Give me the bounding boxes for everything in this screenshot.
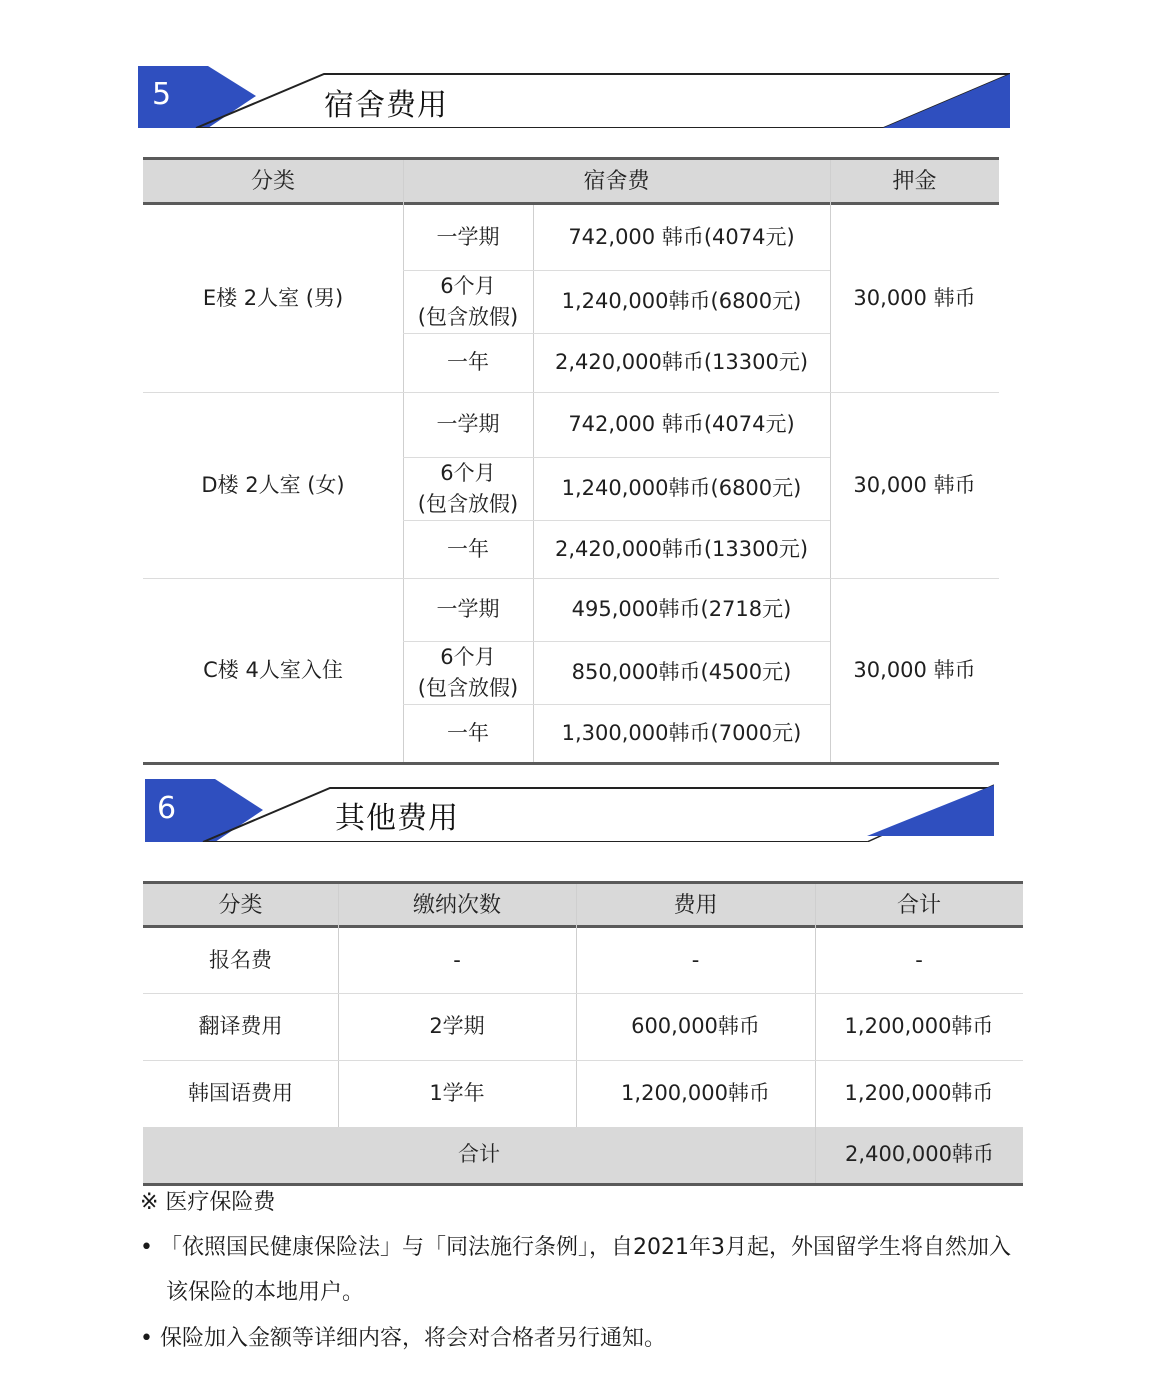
group-d-period-1: 一学期 <box>436 412 500 437</box>
header-dorm-fee: 宿舍费 <box>403 160 830 203</box>
group-e-deposit: 30,000 韩币 <box>853 285 976 310</box>
group-c-fee-3: 1,300,000韩币(7000元) <box>561 720 802 745</box>
row-3-fee: 1,200,000韩币 <box>621 1081 770 1106</box>
note-bullet-2: • 保险加入金额等详细内容，将会对合格者另行通知。 <box>140 1326 666 1351</box>
group-c-fee-1: 495,000韩币(2718元) <box>571 597 792 622</box>
row-3-times: 1学年 <box>429 1081 485 1106</box>
group-d-fee-1: 742,000 韩币(4074元) <box>568 412 795 437</box>
group-e-period-2: 6个月 (包含放假) <box>417 273 519 329</box>
header-times: 缴纳次数 <box>338 884 576 926</box>
row-3-total: 1,200,000韩币 <box>844 1081 994 1106</box>
group-c-fee-2: 850,000韩币(4500元) <box>571 660 792 685</box>
note-bullet-1-line-2: 该保险的本地用户。 <box>166 1280 365 1305</box>
group-c-period-2: 6个月 (包含放假) <box>417 644 519 700</box>
group-d-fee-3: 2,420,000韩币(13300元) <box>554 536 809 561</box>
group-d-period-3: 一年 <box>447 536 489 561</box>
row-2-total: 1,200,000韩币 <box>844 1014 994 1039</box>
group-d-category: D楼 2人室 (女) <box>201 472 345 497</box>
section-5-number: 5 <box>152 77 172 112</box>
row-2-fee: 600,000韩币 <box>631 1014 760 1039</box>
group-e-fee-2: 1,240,000韩币(6800元) <box>561 289 802 314</box>
header-deposit: 押金 <box>830 160 999 203</box>
row-1-fee: - <box>691 947 700 972</box>
sum-value: 2,400,000韩币 <box>816 1127 1023 1183</box>
section-6-banner-graphic <box>145 779 994 842</box>
group-e-fee-3: 2,420,000韩币(13300元) <box>554 350 809 375</box>
header-total: 合计 <box>815 884 1023 926</box>
other-fee-table <box>143 881 1023 1186</box>
group-d-period-2: 6个月 (包含放假) <box>417 460 519 516</box>
group-e-category: E楼 2人室 (男) <box>202 285 344 310</box>
row-1-times: - <box>453 947 461 972</box>
group-e-period-1: 一学期 <box>436 224 500 249</box>
group-c-category: C楼 4人室入住 <box>203 657 343 682</box>
section-5-title: 宿舍费用 <box>324 88 448 123</box>
row-1-total: - <box>915 947 923 972</box>
section-6-number: 6 <box>157 791 177 826</box>
row-3-category: 韩国语费用 <box>188 1081 293 1106</box>
note-bullet-1-line-1: • 「依照国民健康保险法」与「同法施行条例」，自2021年3月起，外国留学生将自然加入 <box>140 1235 1011 1260</box>
group-e-fee-1: 742,000 韩币(4074元) <box>568 224 795 249</box>
row-2-times: 2学期 <box>429 1014 485 1039</box>
header-category: 分类 <box>143 160 403 203</box>
row-1-category: 报名费 <box>209 947 272 972</box>
dorm-fee-table <box>143 157 999 765</box>
sum-label: 合计 <box>143 1127 815 1183</box>
header-fee: 费用 <box>576 884 815 926</box>
group-c-deposit: 30,000 韩币 <box>853 657 976 682</box>
section-6-header <box>145 779 994 842</box>
section-5-header <box>138 66 1010 128</box>
row-2-category: 翻译费用 <box>198 1014 283 1039</box>
group-d-deposit: 30,000 韩币 <box>853 472 976 497</box>
header-category-2: 分类 <box>143 884 338 926</box>
group-c-period-1: 一学期 <box>436 597 500 622</box>
group-e-period-3: 一年 <box>447 350 489 375</box>
note-heading: ※ 医疗保险费 <box>140 1190 276 1215</box>
section-5-banner-graphic <box>138 66 1010 128</box>
group-d-fee-2: 1,240,000韩币(6800元) <box>561 476 802 501</box>
group-c-period-3: 一年 <box>447 720 489 745</box>
section-6-title: 其他费用 <box>335 801 459 836</box>
